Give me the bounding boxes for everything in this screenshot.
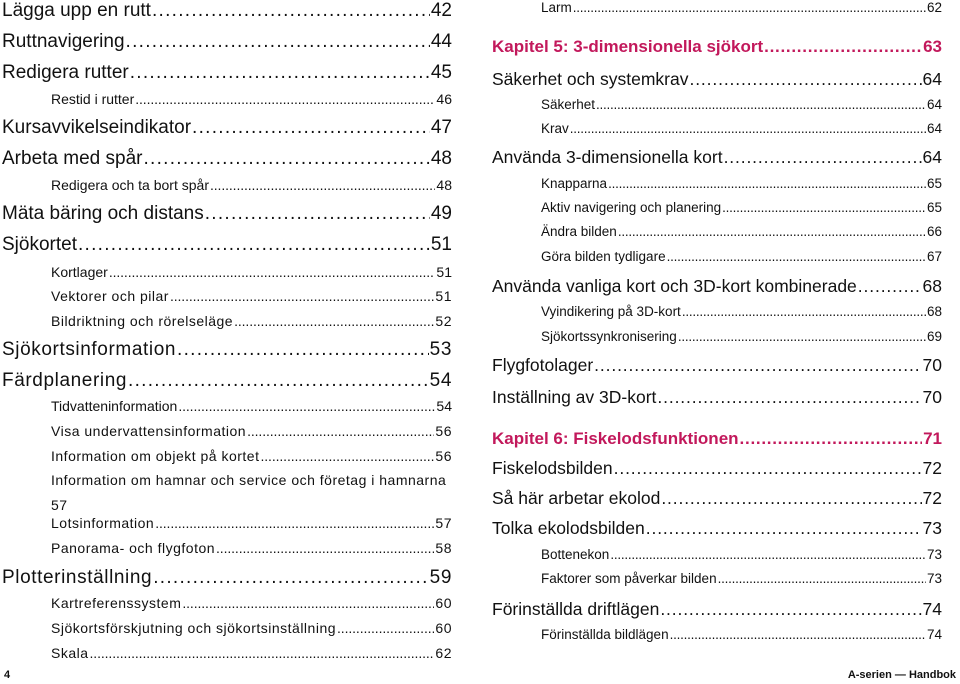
toc-entry-title: Krav	[541, 121, 569, 136]
toc-entry[interactable]	[490, 571, 942, 587]
dot-leader	[337, 620, 434, 637]
toc-entry-title: Kartreferenssystem	[51, 595, 182, 611]
toc-entry-title: Tidvatteninformation	[51, 398, 178, 414]
toc-entry[interactable]	[490, 147, 942, 168]
toc-entry-title: Säkerhet och systemkrav	[492, 69, 689, 89]
toc-entry-title: Så här arbetar ekolod	[492, 488, 661, 508]
toc-entry[interactable]	[490, 387, 942, 408]
toc-entry[interactable]	[0, 31, 452, 53]
toc-entry-page: 65	[926, 176, 942, 191]
toc-entry-page: 70	[922, 355, 942, 375]
toc-entry-title: Plotterinställning	[2, 567, 153, 588]
toc-entry-page: 64	[922, 147, 942, 167]
toc-entry-page: 68	[922, 276, 942, 296]
toc-entry-title: Lotsinformation	[51, 515, 155, 531]
toc-entry[interactable]	[0, 264, 452, 281]
toc-entry-title: Förinställda driftlägen	[492, 599, 660, 619]
toc-entry[interactable]	[0, 234, 452, 256]
toc-entry[interactable]	[490, 329, 942, 345]
dot-leader	[667, 249, 926, 265]
dot-leader	[192, 117, 430, 139]
toc-entry-page: 58	[435, 540, 452, 556]
toc-entry[interactable]	[0, 203, 452, 225]
toc-entry-title: Flygfotolager	[492, 355, 594, 375]
toc-entry[interactable]	[490, 200, 942, 216]
toc-entry-page: 62	[926, 0, 942, 15]
toc-entry-title: Skala	[51, 645, 89, 661]
toc-entry[interactable]	[0, 339, 452, 361]
toc-entry-title: Information om objekt på kortet	[51, 448, 260, 464]
dot-leader	[610, 547, 926, 563]
dot-leader	[570, 121, 926, 137]
toc-entry-page: 52	[435, 313, 452, 329]
toc-entry[interactable]	[490, 518, 942, 539]
dot-leader	[722, 200, 926, 216]
toc-entry-page: 44	[430, 31, 452, 52]
toc-entry[interactable]	[490, 599, 942, 620]
toc-entry-title: Använda vanliga kort och 3D-kort kombinerade	[492, 276, 857, 296]
toc-entry-page: 59	[429, 567, 452, 588]
book-title: A-serien — Handbok	[847, 669, 956, 681]
dot-leader	[170, 288, 434, 305]
toc-entry-page: 42	[430, 0, 452, 21]
toc-entry-page: 62	[435, 645, 452, 661]
toc-entry-page: 73	[926, 547, 942, 562]
toc-entry-title: Förinställda bildlägen	[541, 627, 669, 642]
toc-entry-page: 45	[430, 62, 452, 83]
toc-entry-page: 57	[51, 497, 68, 513]
toc-entry-page: 46	[436, 91, 452, 107]
dot-leader	[78, 234, 430, 256]
dot-leader	[143, 148, 429, 170]
toc-entry-page: 72	[922, 458, 942, 478]
toc-entry-page: 66	[926, 224, 942, 239]
dot-leader	[155, 515, 434, 532]
toc-entry-page: 51	[435, 288, 452, 304]
toc-chapter-heading[interactable]	[490, 429, 942, 449]
dot-leader	[247, 423, 434, 440]
toc-entry-page: 64	[926, 97, 942, 112]
dot-leader	[670, 627, 926, 643]
toc-entry-page: 56	[435, 423, 452, 439]
toc-entry-page: 54	[436, 398, 452, 414]
toc-entry[interactable]	[490, 458, 942, 479]
toc-entry-page: 73	[922, 518, 942, 538]
toc-entry-page: 51	[436, 264, 452, 280]
toc-entry-title: Ändra bilden	[541, 224, 617, 239]
toc-entry-page: 47	[430, 117, 452, 138]
dot-leader	[573, 0, 926, 16]
dot-leader	[689, 69, 921, 90]
toc-entry[interactable]	[0, 370, 452, 392]
dot-leader	[594, 355, 921, 376]
toc-entry-title: Lägga upp en rutt	[2, 0, 151, 21]
dot-leader	[90, 645, 435, 662]
dot-leader	[740, 429, 923, 449]
toc-entry[interactable]	[490, 69, 942, 90]
dot-leader	[152, 0, 430, 22]
dot-leader	[858, 276, 922, 297]
toc-entry[interactable]	[0, 177, 452, 194]
toc-entry-page: 71	[923, 429, 942, 448]
toc-entry[interactable]	[0, 117, 452, 139]
dot-leader	[608, 176, 926, 192]
dot-leader	[660, 599, 921, 620]
dot-leader	[210, 177, 435, 194]
toc-entry-title: Aktiv navigering och planering	[541, 200, 722, 215]
toc-entry[interactable]	[0, 313, 452, 330]
toc-entry-title: Säkerhet	[541, 97, 596, 112]
dot-leader	[618, 224, 926, 240]
toc-entry-page: 60	[435, 620, 452, 636]
dot-leader	[718, 571, 926, 587]
toc-entry-title: Sjökortssynkronisering	[541, 329, 677, 344]
toc-entry-title: Kursavvikelseindikator	[2, 117, 192, 138]
dot-leader	[657, 387, 921, 408]
toc-entry[interactable]	[490, 224, 942, 240]
toc-entry-title: Larm	[541, 0, 572, 15]
toc-entry[interactable]	[0, 448, 452, 465]
toc-entry[interactable]	[490, 249, 942, 265]
toc-entry[interactable]	[490, 0, 942, 16]
toc-entry-page: 68	[926, 304, 942, 319]
toc-entry-title: Bottenekon	[541, 547, 610, 562]
toc-entry[interactable]	[490, 276, 942, 297]
toc-chapter-heading[interactable]	[490, 37, 942, 57]
dot-leader	[178, 398, 435, 415]
dot-leader	[130, 62, 430, 84]
toc-entry[interactable]	[490, 97, 942, 113]
toc-entry-title: Kapitel 6: Fiskelodsfunktionen	[492, 429, 739, 448]
toc-entry-page: 67	[926, 249, 942, 264]
toc-entry[interactable]	[0, 595, 452, 612]
dot-leader	[646, 518, 922, 539]
toc-entry[interactable]	[0, 62, 452, 84]
dot-leader	[678, 329, 926, 345]
toc-entry-title: Kapitel 5: 3-dimensionella sjökort	[492, 37, 764, 56]
toc-entry-title: Panorama- och flygfoton	[51, 540, 216, 556]
dot-leader	[128, 370, 429, 392]
toc-entry[interactable]	[490, 627, 942, 643]
toc-entry-page: 54	[429, 370, 452, 391]
toc-entry[interactable]	[0, 515, 452, 532]
dot-leader	[135, 91, 435, 108]
dot-leader	[182, 595, 434, 612]
toc-entry-title: Mäta bäring och distans	[2, 203, 204, 224]
toc-entry-title: Redigera och ta bort spår	[51, 177, 209, 193]
toc-entry-page: 53	[429, 339, 452, 360]
toc-entry[interactable]	[0, 645, 452, 662]
toc-entry[interactable]	[0, 620, 452, 637]
toc-entry[interactable]	[0, 91, 452, 108]
toc-entry-title: Vektorer och pilar	[51, 288, 169, 304]
toc-entry-title: Tolka ekolodsbilden	[492, 518, 645, 538]
dot-leader	[724, 147, 922, 168]
toc-entry-page: 72	[922, 488, 942, 508]
toc-entry-title: Redigera rutter	[2, 62, 129, 83]
toc-entry[interactable]	[0, 0, 452, 22]
toc-entry[interactable]	[490, 304, 942, 320]
toc-entry-title: Bildriktning och rörelseläge	[51, 313, 234, 329]
dot-leader	[153, 567, 428, 589]
toc-entry-title: Knapparna	[541, 176, 608, 191]
toc-entry[interactable]	[0, 148, 452, 170]
dot-leader	[126, 31, 430, 53]
toc-entry-title: Restid i rutter	[51, 91, 135, 107]
toc-entry-page: 64	[926, 121, 942, 136]
toc-entry-title: Sjökortsinformation	[2, 339, 177, 360]
toc-entry-page: 60	[435, 595, 452, 611]
toc-entry-title: Arbeta med spår	[2, 148, 143, 169]
toc-entry[interactable]	[490, 121, 942, 137]
dot-leader	[764, 37, 922, 57]
toc-entry-title: Använda 3-dimensionella kort	[492, 147, 723, 167]
dot-leader	[261, 448, 435, 465]
toc-entry-page: 57	[435, 515, 452, 531]
toc-entry-page: 63	[923, 37, 942, 56]
toc-entry-title: Information om hamnar och service och företag i hamnarna	[51, 472, 447, 488]
toc-entry-page: 74	[922, 599, 942, 619]
toc-entry[interactable]	[490, 488, 942, 509]
toc-entry-title: Sjökortet	[2, 234, 77, 255]
toc-entry-page: 74	[926, 627, 942, 642]
toc-entry-page: 73	[926, 571, 942, 586]
dot-leader	[596, 97, 926, 113]
toc-entry[interactable]	[0, 472, 452, 514]
toc-entry-title: Vyindikering på 3D-kort	[541, 304, 681, 319]
toc-entry-page: 48	[436, 177, 452, 193]
dot-leader	[109, 264, 436, 281]
toc-entry-title: Kortlager	[51, 264, 108, 280]
toc-entry-page: 51	[430, 234, 452, 255]
toc-entry-page: 49	[430, 203, 452, 224]
dot-leader	[614, 458, 922, 479]
toc-entry[interactable]	[490, 547, 942, 563]
toc-entry-title: Visa undervattensinformation	[51, 423, 247, 439]
toc-entry-page: 48	[430, 148, 452, 169]
dot-leader	[205, 203, 430, 225]
toc-entry-page: 69	[926, 329, 942, 344]
page-number: 4	[4, 669, 11, 681]
dot-leader	[234, 313, 434, 330]
toc-entry-page: 64	[922, 69, 942, 89]
toc-entry-title: Färdplanering	[2, 370, 128, 391]
dot-leader	[216, 540, 434, 557]
dot-leader	[661, 488, 921, 509]
toc-entry-page: 56	[435, 448, 452, 464]
toc-entry[interactable]	[0, 398, 452, 415]
toc-entry-title: Inställning av 3D-kort	[492, 387, 657, 407]
toc-entry-title: Fiskelodsbilden	[492, 458, 613, 478]
toc-entry-title: Ruttnavigering	[2, 31, 125, 52]
dot-leader	[682, 304, 926, 320]
toc-entry[interactable]	[490, 176, 942, 192]
toc-entry[interactable]	[0, 567, 452, 589]
toc-entry[interactable]	[0, 423, 452, 440]
toc-entry-title: Göra bilden tydligare	[541, 249, 666, 264]
toc-entry-page: 65	[926, 200, 942, 215]
toc-entry[interactable]	[0, 540, 452, 557]
toc-entry[interactable]	[490, 355, 942, 376]
dot-leader	[177, 339, 429, 361]
toc-entry-page: 70	[922, 387, 942, 407]
toc-entry-title: Faktorer som påverkar bilden	[541, 571, 717, 586]
toc-entry[interactable]	[0, 288, 452, 305]
toc-entry-title: Sjökortsförskjutning och sjökortsinställning	[51, 620, 337, 636]
